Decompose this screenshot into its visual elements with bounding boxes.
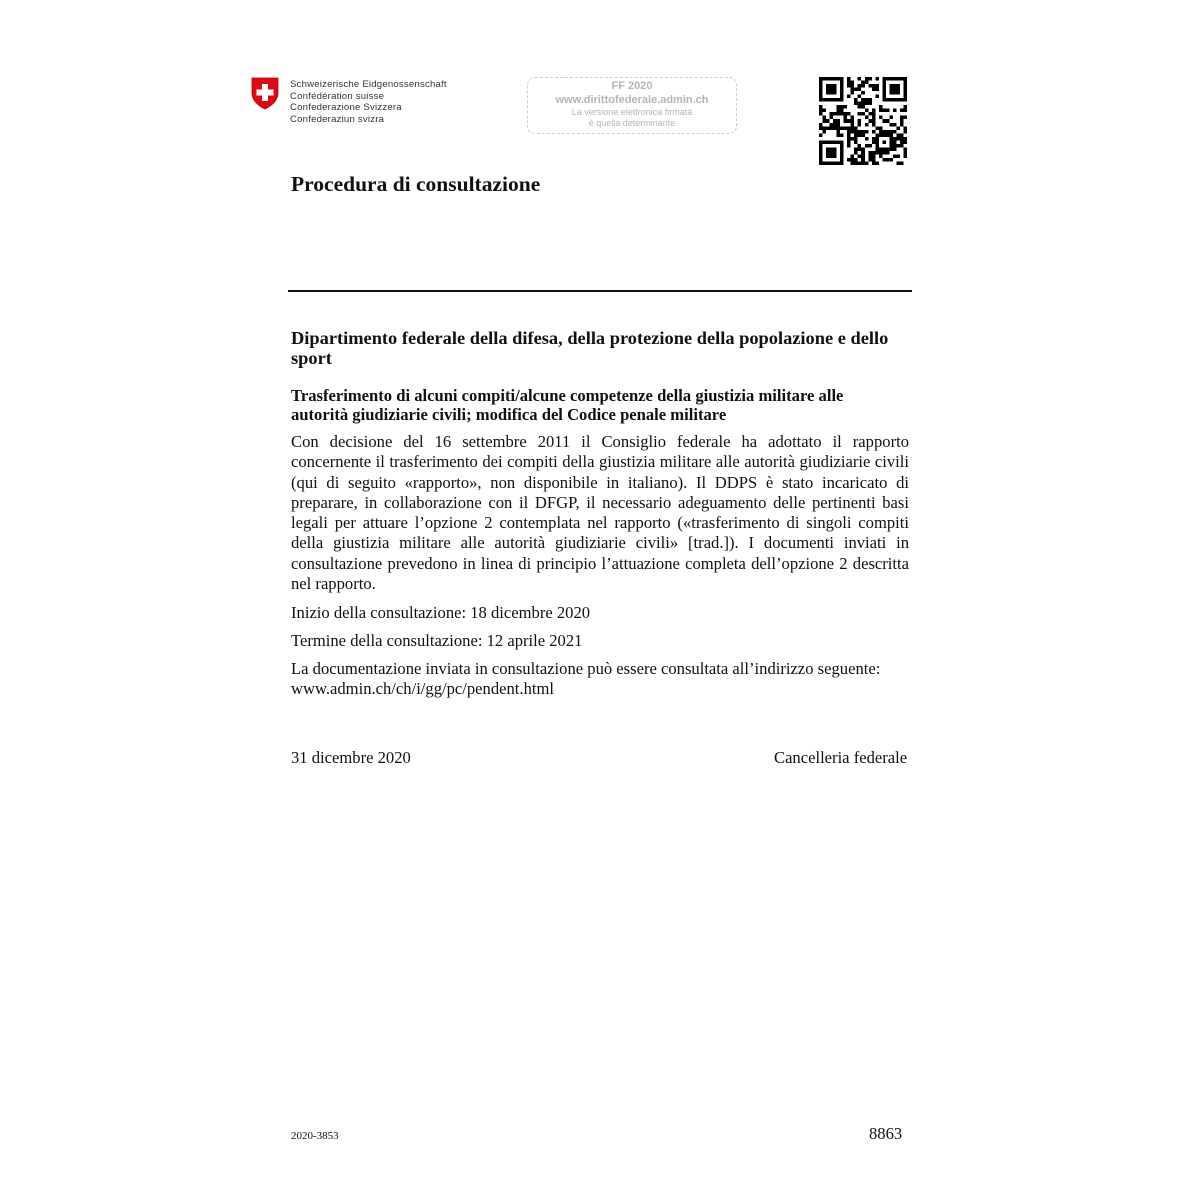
- department-heading: Dipartimento federale della difesa, della protezione della popolazione e dello sport: [291, 328, 889, 368]
- page-title: Procedura di consultazione: [291, 172, 541, 196]
- consultation-end: Termine della consultazione: 12 aprile 2021: [291, 631, 583, 650]
- stamp-note-2: è quella determinante: [588, 118, 676, 128]
- consultation-start: Inizio della consultazione: 18 dicembre 2020: [291, 603, 591, 622]
- confed-name-it: Confederazione Svizzera: [290, 102, 402, 114]
- signatory: Cancelleria federale: [774, 748, 908, 767]
- confederation-names: [290, 79, 447, 125]
- swiss-cross-icon: [251, 77, 279, 110]
- confed-name-de: Schweizerische Eidgenossenschaft: [290, 79, 447, 90]
- stamp-ff-year: FF 2020: [611, 80, 653, 92]
- documentation-note: La documentazione inviata in consultazione può essere consultata all’indirizzo seguente: www.admin.ch/ch/i/gg/pc/pendent.html: [291, 659, 881, 699]
- subject-heading: Trasferimento di alcuni compiti/alcune competenze della giustizia militare alle autorità giudiziarie civili; modifica del Codice penale militare: [291, 386, 844, 424]
- body-paragraph: Con decisione del 16 settembre 2011 il Consiglio federale ha adottato il rapporto concernente il trasferimento dei compiti della giustizia militare alle autorità giudiziarie civili (qui di seguito «rapporto», non disponibile in italiano). Il DDPS è stato incaricato di preparare, in collaborazione con il DFGP, il necessario adeguamento delle pertinenti basi legali per attuare l’opzione 2 contemplata nel rapporto («trasferimento di singoli compiti della giustizia militare alle autorità giudiziarie civili» [trad.]). I documenti inviati in consultazione prevedono in linea di principio l’attuazione completa dell’opzione 2 descritta nel rapporto.: [291, 432, 909, 594]
- document-number: 2020-3853: [291, 1130, 339, 1142]
- divider: [288, 290, 912, 292]
- page-number: 8863: [869, 1124, 903, 1143]
- federal-gazette-stamp: [527, 77, 737, 134]
- confed-name-fr: Confédération suisse: [290, 90, 385, 102]
- confed-name-rm: Confederaziun svizra: [290, 113, 385, 125]
- stamp-url: www.dirittofederale.admin.ch: [555, 94, 709, 106]
- qr-code-icon: [819, 77, 907, 165]
- stamp-note-1: La versione elettronica firmata: [571, 107, 693, 117]
- issue-date: 31 dicembre 2020: [291, 748, 411, 767]
